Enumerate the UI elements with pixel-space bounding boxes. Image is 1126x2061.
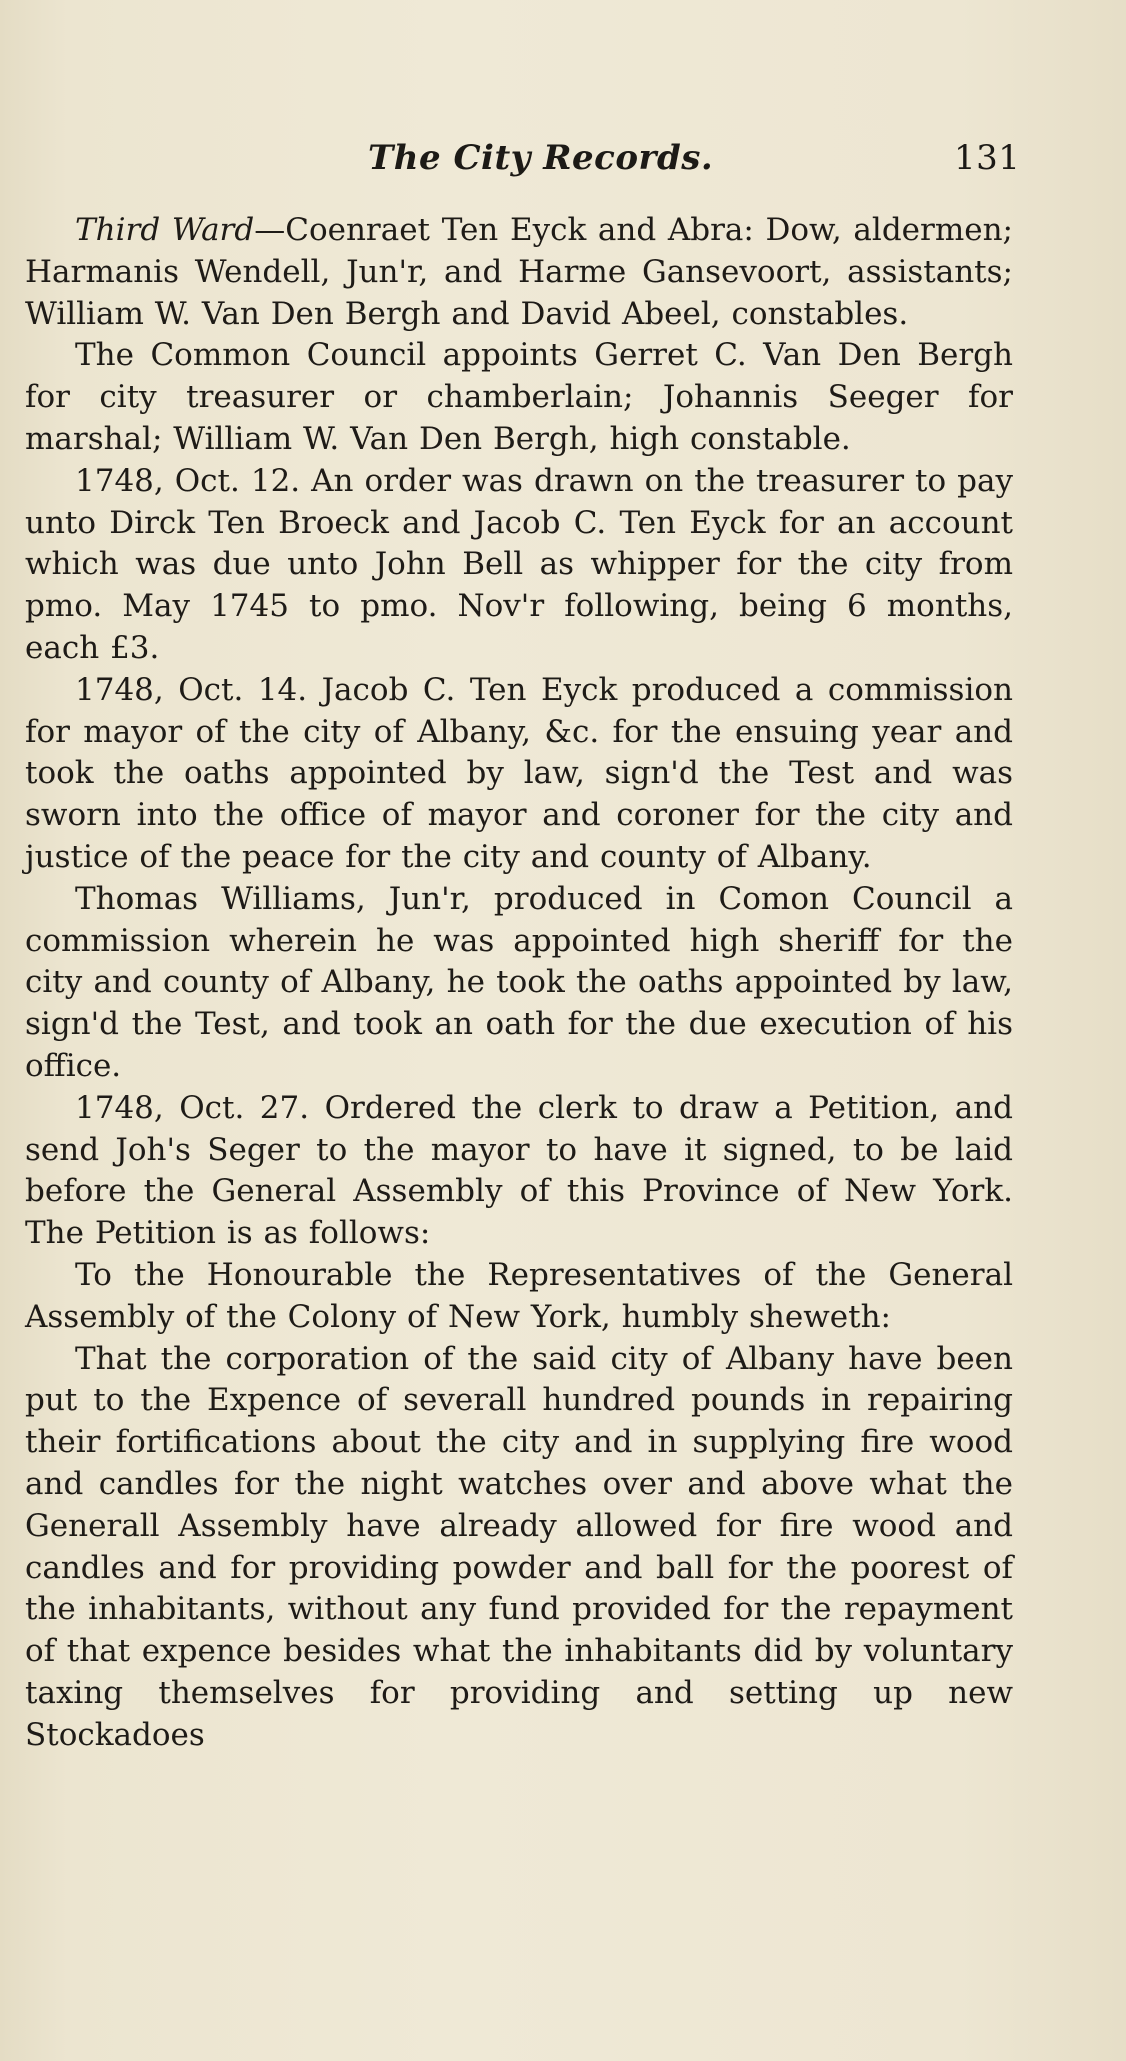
running-title: The City Records. (368, 138, 714, 178)
paragraph-oct-27: 1748, Oct. 27. Ordered the clerk to draw a Petition, and send Joh's Seger to the mayor to have it signed, to be laid before the General Assembly of this Province of New York. The Petition is as follows: (25, 1089, 1013, 1252)
paragraph-text: —Coenraet Ten Eyck and Abra: Dow, aldermen; Harmanis Wendell, Jun'r, and Harme Gansevoort, assistants; William W. Van Den Bergh and David Abeel, constables. (25, 212, 1013, 332)
paragraph-common-council: The Common Council appoints Gerret C. Van Den Bergh for city treasurer or chamberlain; Johannis Seeger for marshal; William W. Van Den Bergh, high constable. (25, 337, 1013, 457)
page-number: 131 (954, 138, 1021, 178)
paragraph-oct-12: 1748, Oct. 12. An order was drawn on the treasurer to pay unto Dirck Ten Broeck and Jacob C. Ten Eyck for an account which was due unto John Bell as whipper for the city from pmo. May 1745 to pmo. Nov'r following, being 6 months, each £3. (25, 462, 1013, 666)
paragraph-petition-body: That the corporation of the said city of Albany have been put to the Expence of severall hundred pounds in repairing their fortifications about the city and in supplying fire wood and candles for the night watches over and above what the Generall Assembly have already allowed for fire wood and candles and for providing powder and ball for the poorest of the inhabitants, without any fund provided for the repayment of that expence besides what the inhabitants did by voluntary taxing themselves for providing and setting up new Stockadoes (25, 1340, 1013, 1753)
paragraph-petition-address: To the Honourable the Representatives of the General Assembly of the Colony of New York, humbly sheweth: (25, 1256, 1013, 1335)
body-text (25, 210, 1013, 1756)
paragraph-lead-italic: Third Ward (75, 212, 255, 248)
running-head (0, 138, 1126, 188)
paragraph-thomas-williams: Thomas Williams, Jun'r, produced in Comon Council a commission wherein he was appointed high sheriff for the city and county of Albany, he took the oaths appointed by law, sign'd the Test, and took an oath for the due execution of his office. (25, 880, 1013, 1084)
paragraph-oct-14: 1748, Oct. 14. Jacob C. Ten Eyck produced a commission for mayor of the city of Albany, &c. for the ensuing year and took the oaths appointed by law, sign'd the Test and was sworn into the office of mayor and coroner for the city and justice of the peace for the city and county of Albany. (25, 671, 1013, 875)
paragraph-third-ward (25, 210, 1013, 335)
